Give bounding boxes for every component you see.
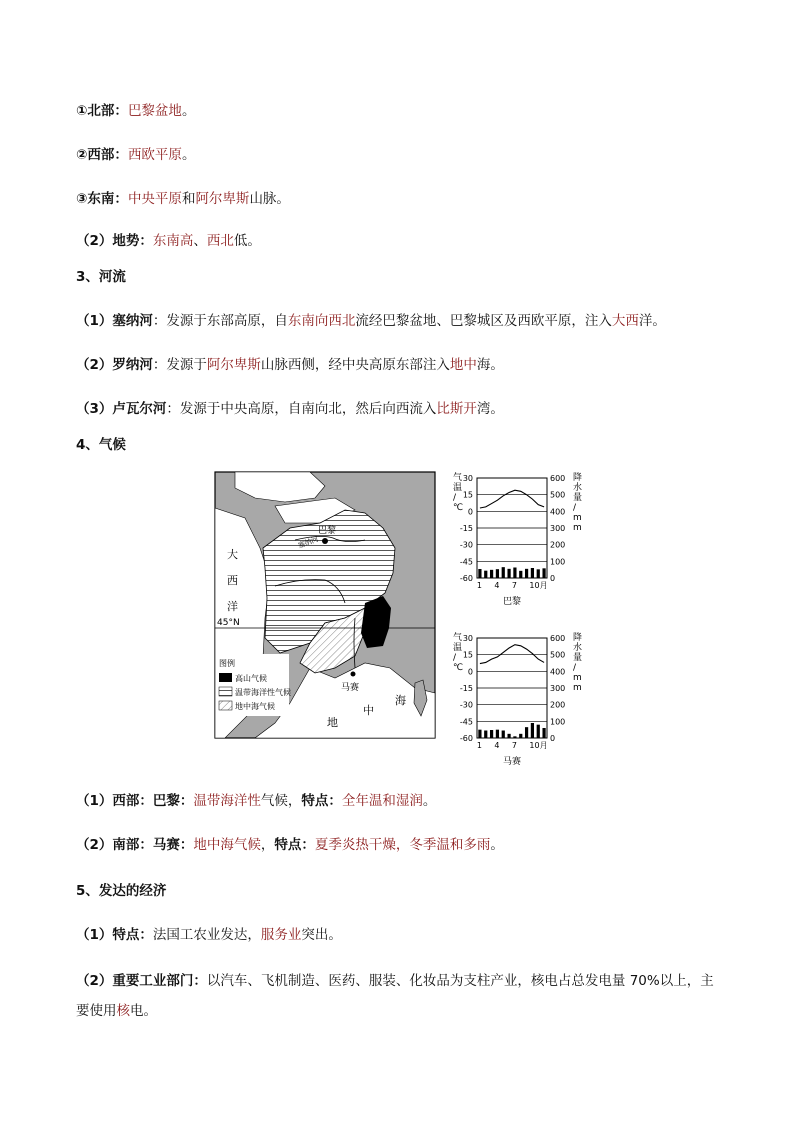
precip-bar xyxy=(531,568,534,578)
legend-swatch-mediterranean xyxy=(219,701,232,710)
marseille-marker xyxy=(351,672,356,677)
y2-axis-label-char: 水 xyxy=(573,643,583,653)
y-tick-label: -15 xyxy=(459,524,473,533)
item-industry: （2）重要工业部门：以汽车、飞机制造、医药、服装、化妆品为支柱产业，核电占总发电量 70%以上，主要使用核电。 xyxy=(76,973,714,1019)
chart-title: 巴黎 xyxy=(502,597,522,607)
chart-title: 马赛 xyxy=(502,757,522,767)
precip-bar xyxy=(507,734,510,738)
x-tick-label: 4 xyxy=(494,581,500,590)
precip-bar xyxy=(513,568,516,579)
precip-bar xyxy=(496,569,499,578)
precip-bar xyxy=(542,568,545,578)
precip-bar xyxy=(507,569,510,578)
y2-tick-label: 100 xyxy=(550,717,566,727)
y2-tick-label: 500 xyxy=(550,490,566,500)
x-tick-label: 7 xyxy=(511,741,518,750)
y2-tick-label: 0 xyxy=(550,574,556,583)
y2-tick-label: 200 xyxy=(550,700,566,710)
y-axis-label-char: 温 xyxy=(453,643,463,653)
x-tick-label: 10月 xyxy=(529,581,548,590)
y-tick-label: 0 xyxy=(467,667,473,677)
sea-label-char: 海 xyxy=(395,694,406,707)
precip-bar xyxy=(537,725,540,738)
precip-bar xyxy=(484,571,487,578)
precip-bar xyxy=(490,570,493,578)
precip-bar xyxy=(537,569,540,578)
y2-tick-label: 400 xyxy=(550,667,566,677)
item-terrain: （2）地势：东南高、西北低。 xyxy=(76,233,261,249)
y2-axis-label-char: m xyxy=(573,513,582,523)
y2-tick-label: 0 xyxy=(550,734,556,743)
x-tick-label: 1 xyxy=(476,581,483,590)
legend-label-mediterranean: 地中海气候 xyxy=(235,702,275,711)
y-axis-label xyxy=(453,631,463,673)
precip-bar xyxy=(525,727,528,738)
paris-marker xyxy=(322,538,328,544)
heading-climate: 4、气候 xyxy=(76,437,126,453)
france-map xyxy=(215,472,435,738)
y2-tick-label: 600 xyxy=(550,634,566,643)
ocean-label-char: 洋 xyxy=(227,600,238,613)
temperature-line xyxy=(480,645,544,664)
item-seine: （1）塞纳河：发源于东部高原，自东南向西北流经巴黎盆地、巴黎城区及西欧平原，注入大西洋。 xyxy=(76,313,666,329)
y-tick-label: -60 xyxy=(459,574,473,583)
y2-axis-label-char: 降 xyxy=(573,633,583,643)
precip-bar xyxy=(513,736,516,738)
item-southeast: ③东南：中央平原和阿尔卑斯山脉。 xyxy=(76,191,290,207)
y2-axis-label-char: / xyxy=(573,503,577,513)
y-tick-label: -30 xyxy=(459,700,473,710)
y2-tick-label: 100 xyxy=(550,557,566,567)
precip-bar xyxy=(478,569,481,578)
y2-tick-label: 200 xyxy=(550,540,566,550)
item-marseille-climate: （2）南部：马赛：地中海气候，特点：夏季炎热干燥，冬季温和多雨。 xyxy=(76,837,504,853)
y2-axis-label-char: m xyxy=(573,683,582,693)
heading-rivers: 3、河流 xyxy=(76,269,126,285)
climate-chart-marseille xyxy=(453,631,582,767)
precip-bar xyxy=(519,734,522,738)
latitude-label: 45°N xyxy=(217,618,240,628)
item-north: ①北部：巴黎盆地。 xyxy=(76,103,196,119)
y-axis-label-char: ℃ xyxy=(453,663,464,673)
y-axis-label-char: / xyxy=(453,493,457,503)
precip-bar xyxy=(525,569,528,578)
heading-economy: 5、发达的经济 xyxy=(76,883,167,899)
sea-label-char: 地 xyxy=(327,716,338,729)
y-axis-label-char: / xyxy=(453,653,457,663)
marseille-label: 马赛 xyxy=(341,683,360,693)
precip-bar xyxy=(490,730,493,738)
precip-bar xyxy=(519,571,522,578)
precip-bar xyxy=(484,731,487,739)
precip-bar xyxy=(496,730,499,738)
legend-title: 图例 xyxy=(219,659,235,668)
item-paris-climate: （1）西部：巴黎：温带海洋性气候，特点：全年温和湿润。 xyxy=(76,793,437,809)
y-tick-label: -60 xyxy=(459,734,473,743)
precip-bar xyxy=(542,728,545,738)
y2-tick-label: 500 xyxy=(550,650,566,660)
item-west: ②西部：西欧平原。 xyxy=(76,147,196,163)
y-tick-label: -45 xyxy=(459,717,473,727)
x-tick-label: 1 xyxy=(476,741,483,750)
y2-axis-label-char: 量 xyxy=(573,493,583,503)
item-economy-feature: （1）特点：法国工农业发达，服务业突出。 xyxy=(76,927,342,943)
x-tick-label: 4 xyxy=(494,741,500,750)
y-axis-label xyxy=(453,471,463,513)
precip-bar xyxy=(478,730,481,738)
y-tick-label: -45 xyxy=(459,557,473,567)
climate-chart-paris xyxy=(453,471,582,607)
y-tick-label: -30 xyxy=(459,540,473,550)
item-rhone: （2）罗纳河：发源于阿尔卑斯山脉西侧，经中央高原东部注入地中海。 xyxy=(76,357,504,373)
y2-tick-label: 300 xyxy=(550,684,566,693)
y2-axis-label-char: 降 xyxy=(573,473,583,483)
precip-bar xyxy=(531,723,534,738)
y-axis-label-char: 气 xyxy=(453,633,463,643)
precip-bar xyxy=(502,567,505,578)
item-loire: （3）卢瓦尔河：发源于中央高原，自南向北，然后向西流入比斯开湾。 xyxy=(76,401,504,417)
legend-label-oceanic: 温带海洋性气候 xyxy=(235,688,291,697)
ocean-label-char: 大 xyxy=(227,548,238,561)
legend-swatch-alpine xyxy=(219,673,232,682)
climate-figure xyxy=(215,468,583,780)
y2-axis-label xyxy=(573,471,582,533)
legend-swatch-oceanic xyxy=(219,687,232,696)
y-tick-label: 15 xyxy=(462,650,473,660)
y2-axis-label-char: / xyxy=(573,663,577,673)
y-axis-label-char: ℃ xyxy=(453,503,464,513)
y-axis-label-char: 气 xyxy=(453,473,463,483)
temperature-line xyxy=(480,490,544,508)
x-tick-label: 7 xyxy=(511,581,518,590)
seine-label: 塞纳河 xyxy=(296,535,320,550)
y-tick-label: 30 xyxy=(462,634,473,643)
y2-axis-label-char: 水 xyxy=(573,483,583,493)
y-tick-label: -15 xyxy=(459,684,473,693)
sea-label-char: 中 xyxy=(363,704,374,717)
ocean-label-char: 西 xyxy=(227,574,238,587)
y2-axis-label-char: m xyxy=(573,673,582,683)
paris-label: 巴黎 xyxy=(318,526,337,536)
y2-tick-label: 300 xyxy=(550,524,566,533)
y2-tick-label: 400 xyxy=(550,507,566,517)
y-tick-label: 0 xyxy=(467,507,473,517)
y-tick-label: 30 xyxy=(462,474,473,483)
y-tick-label: 15 xyxy=(462,490,473,500)
precip-bar xyxy=(502,731,505,739)
ocean-label xyxy=(227,547,238,613)
y2-axis-label-char: m xyxy=(573,523,582,533)
y-axis-label-char: 温 xyxy=(453,483,463,493)
y2-axis-label xyxy=(573,631,582,693)
legend-label-alpine: 高山气候 xyxy=(235,674,267,683)
x-tick-label: 10月 xyxy=(529,741,548,750)
y2-tick-label: 600 xyxy=(550,474,566,483)
y2-axis-label-char: 量 xyxy=(573,653,583,663)
